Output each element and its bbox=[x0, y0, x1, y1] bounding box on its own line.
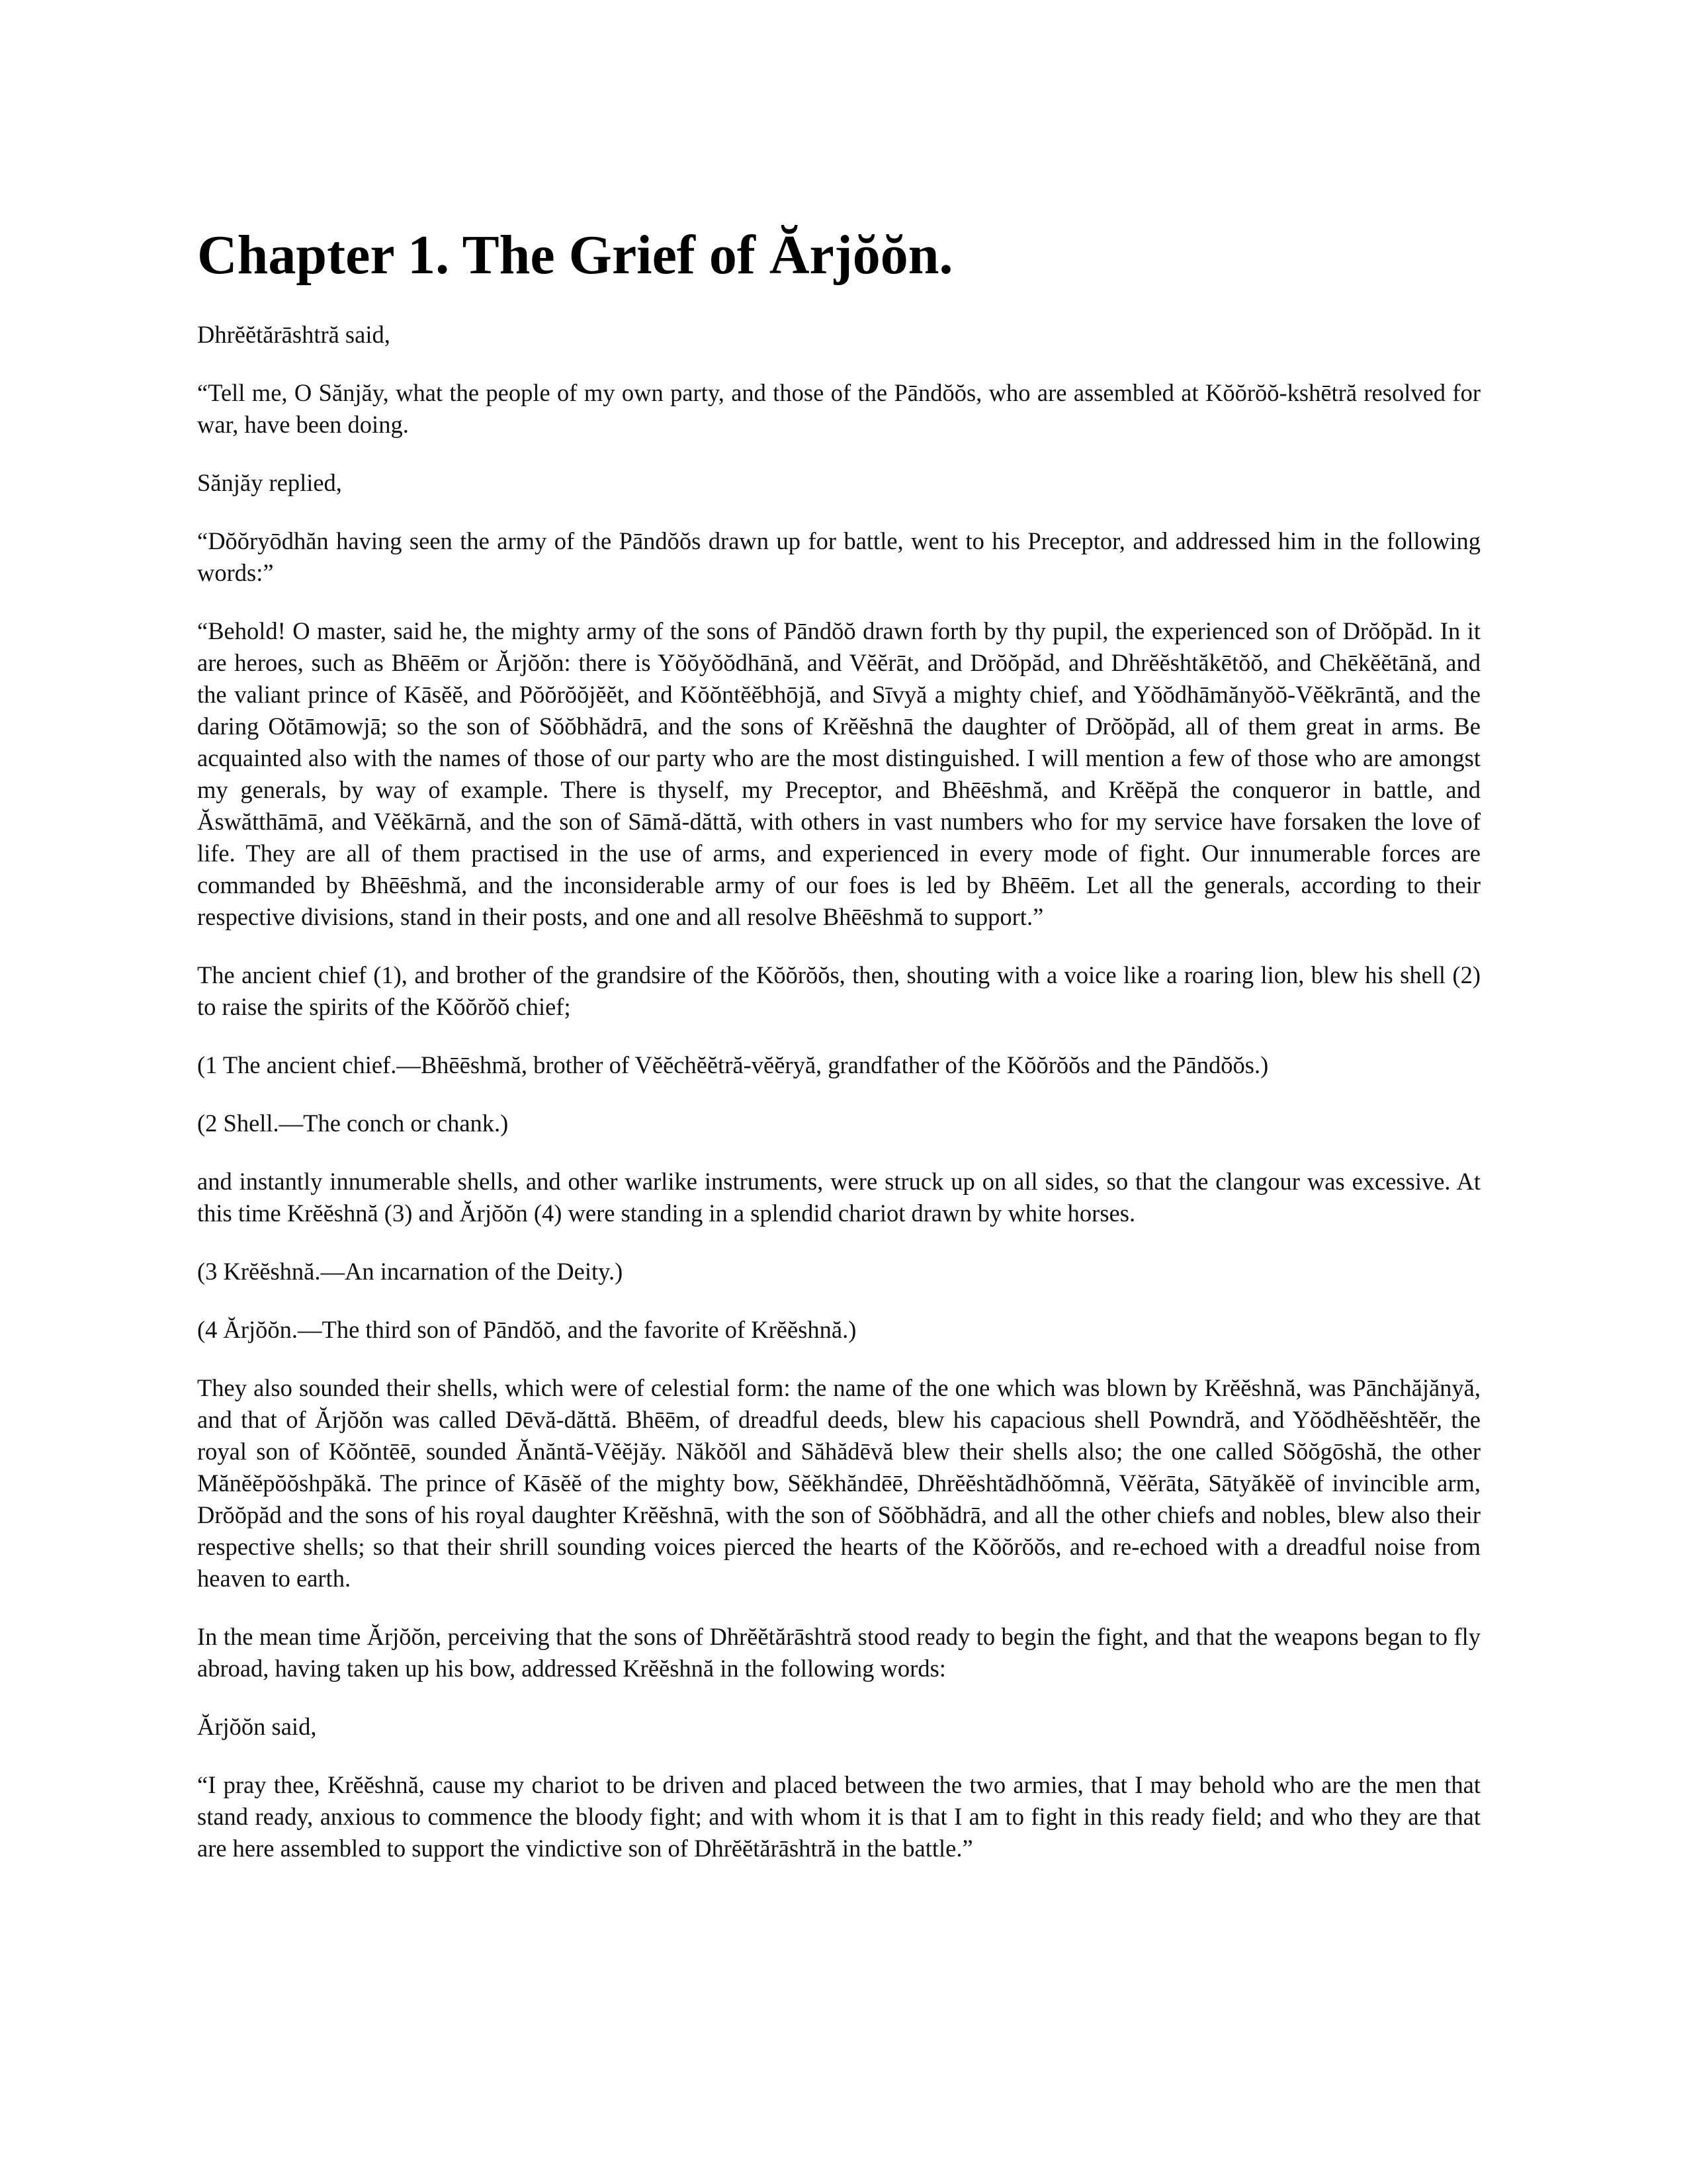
footnote-2: (2 Shell.—The conch or chank.) bbox=[197, 1110, 509, 1137]
footnote-1: (1 The ancient chief.—Bhēēshmă, brother of Vĕĕchĕĕtră-vĕĕryă, grandfather of the Kŏŏrŏŏs and the Pāndŏŏs.) bbox=[197, 1051, 1269, 1079]
paragraph-duryodhan: “Dŏŏryōdhăn having seen the army of the Pāndŏŏs drawn up for battle, went to his Preceptor, and addressed him in the following words:” bbox=[197, 527, 1481, 587]
paragraph-behold: “Behold! O master, said he, the mighty army of the sons of Pāndŏŏ drawn forth by thy pupil, the experienced son of Drŏŏpăd. In it are heroes, such as Bhēēm or Ărjŏŏn: there is Yŏŏyŏŏdhānă, and Vĕĕrāt, and Drŏŏpăd, and Dhrĕĕshtăkētŏŏ, and Chēkĕĕtānă, and the valiant prince of Kāsĕĕ, and Pŏŏrŏŏjĕĕt, and Kŏŏntĕĕbhōjă, and Sīvyă a mighty chief, and Yŏŏdhāmănyŏŏ-Vĕĕkrāntă, and the daring Oŏtāmowjā; so the son of Sŏŏbhădrā, and the sons of Krĕĕshnā the daughter of Drŏŏpăd, all of them great in arms. Be acquainted also with the names of those of our party who are the most distinguished. I will mention a few of those who are amongst my generals, by way of example. There is thyself, my Preceptor, and Bhēēshmă, and Krĕĕpă the conqueror in battle, and Ăswătthāmā, and Vĕĕkārnă, and the son of Sāmă-dăttă, with others in vast numbers who for my service have forsaken the love of life. They are all of them practised in the use of arms, and experienced in every mode of fight. Our innumerable forces are commanded by Bhēēshmă, and the inconsiderable army of our foes is led by Bhēēm. Let all the generals, according to their respective divisions, stand in their posts, and one and all resolve Bhēēshmă to support.” bbox=[197, 617, 1481, 931]
paragraph-speaker-dhritarashtra: Dhrĕĕtărāshtră said, bbox=[197, 321, 390, 349]
paragraph-ancient-chief: The ancient chief (1), and brother of the grandsire of the Kŏŏrŏŏs, then, shouting with a voice like a roaring lion, blew his shell (2) to raise the spirits of the Kŏŏrŏŏ chief; bbox=[197, 961, 1481, 1021]
paragraph-mean-time: In the mean time Ărjŏŏn, perceiving that the sons of Dhrĕĕtărāshtră stood ready to begin the fight, and that the weapons began to fly abroad, having taken up his bow, addressed Krĕĕshnă in the following words: bbox=[197, 1623, 1481, 1682]
paragraph-celestial-shells: They also sounded their shells, which were of celestial form: the name of the one which was blown by Krĕĕshnă, was Pānchăjănyă, and that of Ărjŏŏn was called Dēvă-dăttă. Bhēēm, of dreadful deeds, blew his capacious shell Powndră, and Yŏŏdhĕĕshtĕĕr, the royal son of Kŏŏntēē, sounded Ănăntă-Vĕĕjăy. Năkŏŏl and Săhădēvă blew their shells also; the one called Sŏŏgōshă, the other Mănĕĕpŏŏshpăkă. The prince of Kāsĕĕ of the mighty bow, Sĕĕkhăndēē, Dhrĕĕshtădhŏŏmnă, Vĕĕrāta, Sātyăkĕĕ of invincible arm, Drŏŏpăd and the sons of his royal daughter Krĕĕshnā, with the son of Sŏŏbhădrā, and all the other chiefs and nobles, blew also their respective shells; so that their shrill sounding voices pierced the hearts of the Kŏŏrŏŏs, and re-echoed with a dreadful noise from heaven to earth. bbox=[197, 1374, 1481, 1593]
paragraph-question: “Tell me, O Sănjăy, what the people of my own party, and those of the Pāndŏŏs, who are assembled at Kŏŏrŏŏ-kshētră resolved for war, have been doing. bbox=[197, 379, 1481, 439]
footnote-4: (4 Ărjŏŏn.—The third son of Pāndŏŏ, and the favorite of Krĕĕshnă.) bbox=[197, 1316, 857, 1344]
document-page bbox=[197, 225, 1481, 1891]
paragraph-speaker-arjoon: Ărjŏŏn said, bbox=[197, 1713, 317, 1741]
paragraph-shells: and instantly innumerable shells, and other warlike instruments, were struck up on all sides, so that the clangour was excessive. At this time Krĕĕshnă (3) and Ărjŏŏn (4) were standing in a splendid chariot drawn by white horses. bbox=[197, 1168, 1481, 1227]
paragraph-speaker-sanjay: Sănjăy replied, bbox=[197, 469, 342, 497]
footnote-3: (3 Krĕĕshnă.—An incarnation of the Deity.) bbox=[197, 1258, 623, 1286]
chapter-title: Chapter 1. The Grief of Ărjŏŏn. bbox=[197, 224, 953, 286]
paragraph-pray-thee: “I pray thee, Krĕĕshnă, cause my chariot to be driven and placed between the two armies, that I may behold who are the men that stand ready, anxious to commence the bloody fight; and with whom it is that I am to fight in this ready field; and who they are that are here assembled to support the vindictive son of Dhrĕĕtărāshtră in the battle.” bbox=[197, 1771, 1481, 1862]
